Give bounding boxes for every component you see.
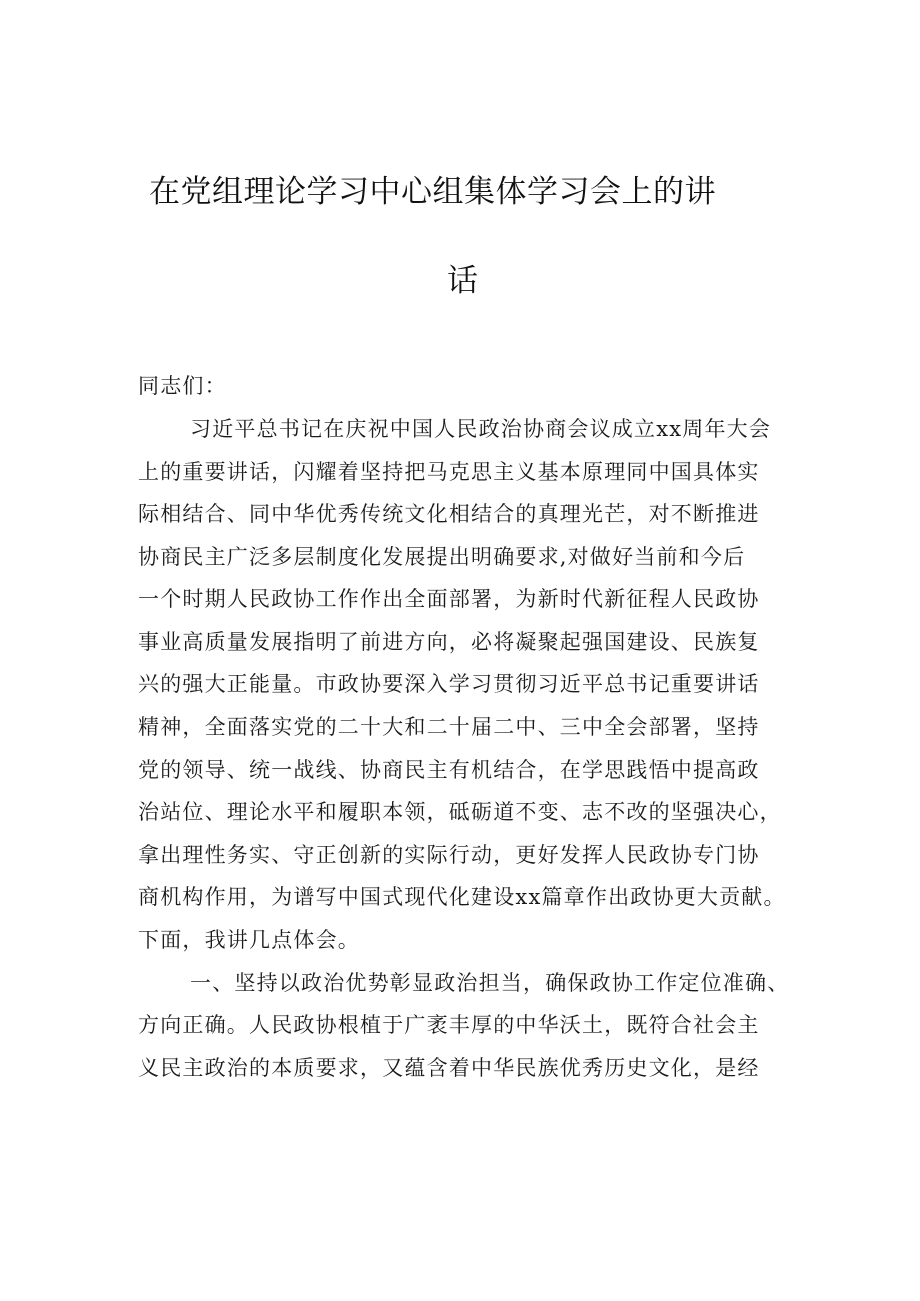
document-title-line2: 话 <box>447 263 478 299</box>
paragraph-line: 方向正确。人民政协根植于广袤丰厚的中华沃土，既符合社会主 <box>138 1013 760 1037</box>
paragraph-line: 下面，我讲几点体会。 <box>138 928 360 952</box>
paragraph-line: 商机构作用，为谱写中国式现代化建设xx篇章作出政协更大贡献。 <box>138 885 786 909</box>
paragraph-line: 党的领导、统一战线、协商民主有机结合，在学思践悟中提高政 <box>138 758 760 782</box>
paragraph-line: 义民主政治的本质要求，又蕴含着中华民族优秀历史文化，是经 <box>138 1056 760 1080</box>
paragraph-line: 拿出理性务实、守正创新的实际行动，更好发挥人民政协专门协 <box>138 843 760 867</box>
paragraph-line: 上的重要讲话，闪耀着坚持把马克思主义基本原理同中国具体实 <box>138 460 760 484</box>
paragraph-line: 治站位、理论水平和履职本领，砥砺道不变、志不改的坚强决心， <box>138 800 782 824</box>
paragraph-line: 际相结合、同中华优秀传统文化相结合的真理光芒，对不断推进 <box>138 502 760 526</box>
paragraph-line: 精神，全面落实党的二十大和二十届二中、三中全会部署，坚持 <box>138 715 760 739</box>
paragraph-line: 事业高质量发展指明了前进方向，必将凝聚起强国建设、民族复 <box>138 630 760 654</box>
paragraph-line: 习近平总书记在庆祝中国人民政治协商会议成立xx周年大会 <box>190 417 772 441</box>
salutation: 同志们： <box>138 374 227 398</box>
section-heading-line: 一、坚持以政治优势彰显政治担当，确保政协工作定位准确、 <box>190 971 790 995</box>
paragraph-line: 协商民主广泛多层制度化发展提出明确要求,对做好当前和今后 <box>138 545 746 569</box>
paragraph-line: 一个时期人民政协工作作出全面部署，为新时代新征程人民政协 <box>138 587 760 611</box>
paragraph-line: 兴的强大正能量。市政协要深入学习贯彻习近平总书记重要讲话 <box>138 672 760 696</box>
document-title-line1: 在党组理论学习中心组集体学习会上的讲 <box>149 174 716 210</box>
